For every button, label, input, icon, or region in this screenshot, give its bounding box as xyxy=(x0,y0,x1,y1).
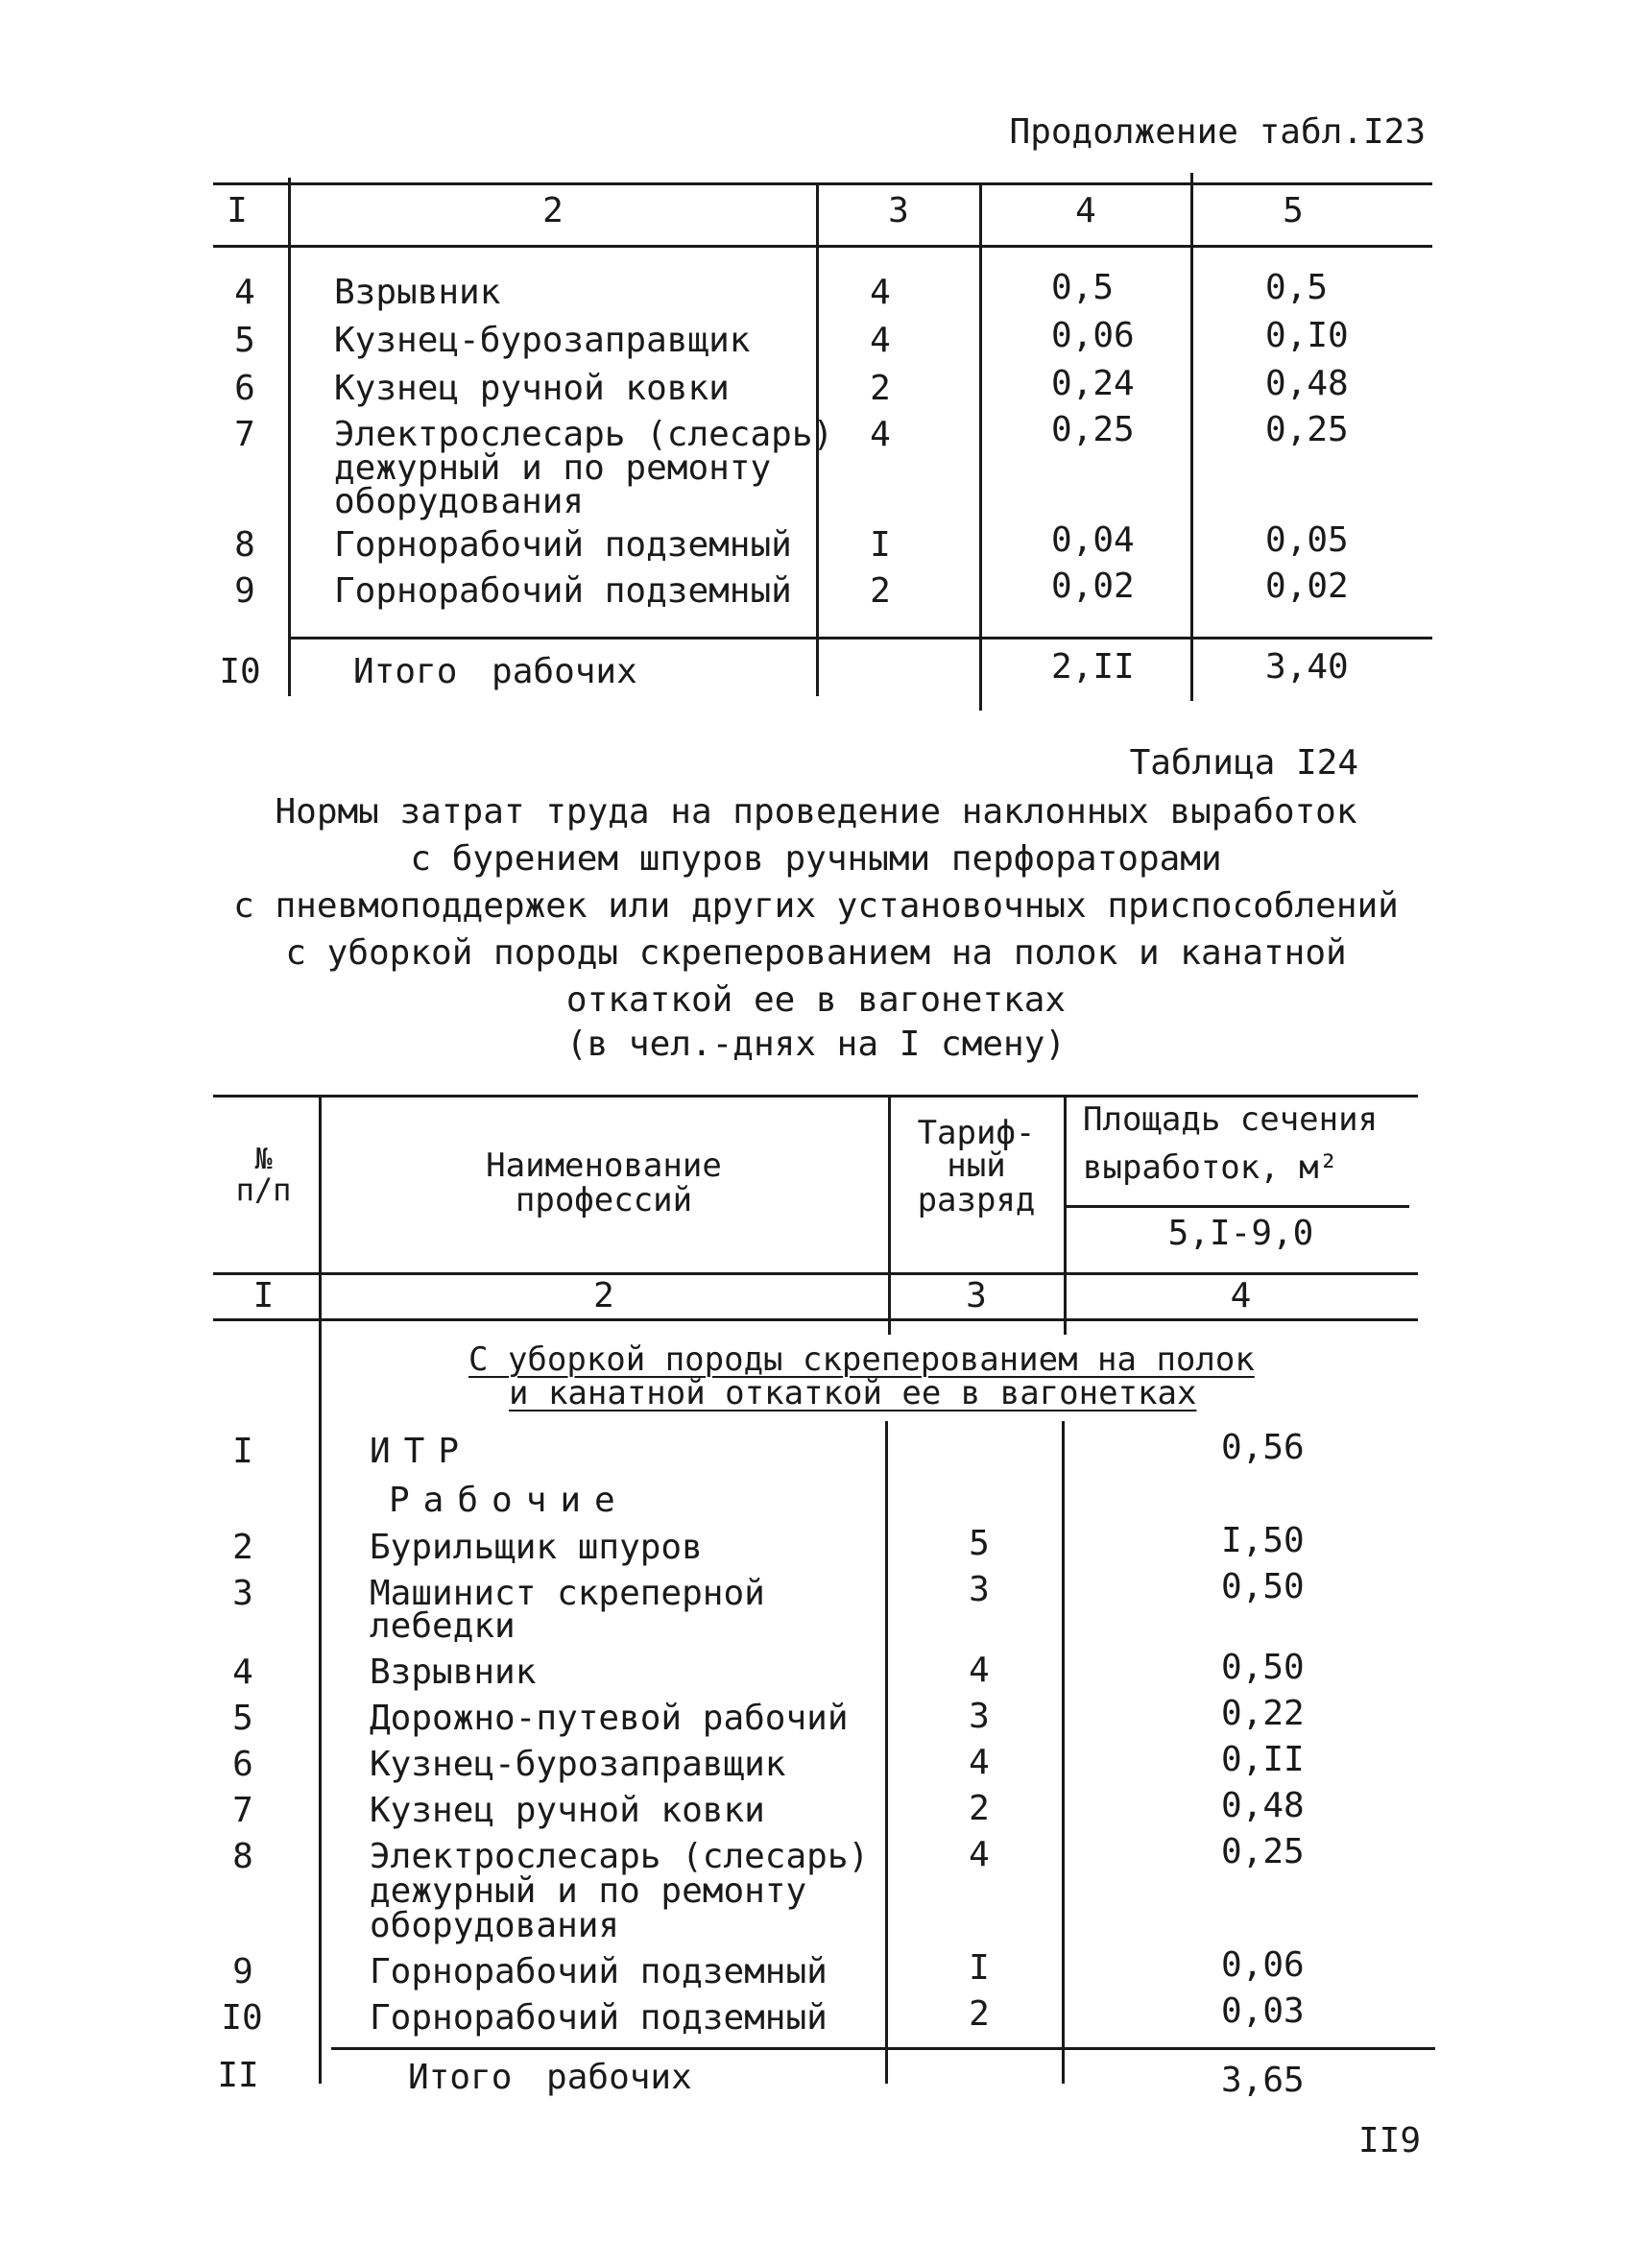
area-value: 0,48 xyxy=(1221,1786,1305,1825)
tariff-grade: 4 xyxy=(870,273,891,312)
title-line-4: с уборкой породы скреперованием на полок и канатной xyxy=(285,933,1347,973)
row-number: 7 xyxy=(232,1791,253,1830)
row-number: 5 xyxy=(232,1699,253,1738)
row-number: 4 xyxy=(234,273,255,312)
row-number: 2 xyxy=(232,1528,253,1567)
row-number: 9 xyxy=(232,1952,253,1991)
row-number: 9 xyxy=(234,571,255,611)
area-value: 0,22 xyxy=(1221,1694,1305,1733)
profession-name: Дорожно-путевой рабочий xyxy=(370,1699,849,1738)
profession-name-line-1: Электрослесарь (слесарь) xyxy=(370,1837,870,1876)
profession-name: Взрывник xyxy=(370,1653,537,1692)
table-124-header-rule xyxy=(213,1272,1418,1275)
row-number: 4 xyxy=(232,1653,253,1692)
area-value: 0,03 xyxy=(1221,1991,1305,2031)
table-123-col-2: 2 xyxy=(542,191,564,230)
title-line-1: Нормы затрат труда на проведение наклонных выработок xyxy=(275,792,1357,832)
header-num-sign: № xyxy=(254,1143,273,1176)
workers-subheading: Рабочие xyxy=(389,1481,629,1520)
value-col-4: 0,02 xyxy=(1051,567,1135,606)
profession-name: Горнорабочий подземный xyxy=(334,571,792,611)
value-col-4: 0,06 xyxy=(1051,316,1135,355)
continuation-label: Продолжение табл.I23 xyxy=(1009,112,1426,152)
header-name-line-1: Наименование xyxy=(486,1146,722,1185)
profession-name: Кузнец-бурозаправщик xyxy=(370,1745,786,1784)
row-number: II xyxy=(217,2056,259,2095)
profession-name-line-3: оборудования xyxy=(334,482,585,521)
tariff-grade: I xyxy=(969,1948,990,1988)
table-124-col-3: 3 xyxy=(966,1276,987,1315)
itr-label: ИТР xyxy=(370,1432,473,1471)
table-123-header-rule xyxy=(213,245,1432,248)
table-124-divider-1 xyxy=(319,1095,322,2084)
table-124-area-rule xyxy=(1064,1205,1409,1208)
row-number: 3 xyxy=(232,1574,253,1613)
total-label: Итого рабочих xyxy=(408,2058,692,2097)
row-number: 5 xyxy=(234,321,255,360)
tariff-grade: 4 xyxy=(870,415,891,454)
tariff-grade: 5 xyxy=(969,1524,990,1563)
title-line-6: (в чел.-днях на I смену) xyxy=(565,1025,1067,1064)
table-123-top-rule xyxy=(213,182,1432,185)
row-number: 7 xyxy=(234,415,255,454)
total-col-5: 3,40 xyxy=(1265,647,1349,687)
header-grade-line-1: Тариф- xyxy=(917,1114,1036,1152)
tariff-grade: 2 xyxy=(969,1994,990,2034)
header-name-line-2: профессий xyxy=(515,1181,693,1219)
profession-name-line-2: дежурный и по ремонту xyxy=(370,1871,807,1911)
tariff-grade: 3 xyxy=(969,1570,990,1609)
value-col-4: 0,24 xyxy=(1051,364,1135,403)
row-number: I0 xyxy=(219,652,261,691)
header-area-line-2: выработок, м² xyxy=(1083,1148,1339,1187)
header-grade-line-3: разряд xyxy=(917,1181,1036,1219)
table-123-total-rule xyxy=(290,637,1432,639)
page-number: II9 xyxy=(1357,2121,1421,2160)
row-number: I xyxy=(232,1432,253,1471)
header-area-range: 5,I-9,0 xyxy=(1167,1214,1314,1253)
row-number: 8 xyxy=(234,525,255,565)
table-124-label: Таблица I24 xyxy=(1129,743,1358,783)
section-heading-line-1: С уборкой породы скреперованием на полок xyxy=(468,1340,1255,1379)
tariff-grade: I xyxy=(870,525,891,565)
table-123-divider-1 xyxy=(288,178,291,696)
value-col-4: 0,5 xyxy=(1051,268,1115,307)
tariff-grade: 3 xyxy=(969,1697,990,1736)
tariff-grade: 2 xyxy=(870,571,891,611)
table-124-divider-2b xyxy=(885,1421,888,2084)
header-area-line-1: Площадь сечения xyxy=(1083,1100,1379,1139)
title-line-2: с бурением шпуров ручными перфораторами xyxy=(410,839,1222,879)
tariff-grade: 2 xyxy=(870,369,891,408)
value-col-5: 0,I0 xyxy=(1265,316,1349,355)
header-grade-line-2: ный xyxy=(947,1146,1006,1185)
profession-name: Взрывник xyxy=(334,273,501,312)
title-line-5: откаткой ее в вагонетках xyxy=(565,980,1067,1020)
profession-name: Кузнец ручной ковки xyxy=(370,1791,765,1830)
area-value: 0,50 xyxy=(1221,1648,1305,1687)
table-124-divider-3b xyxy=(1062,1421,1065,2084)
profession-name-line-2: дежурный и по ремонту xyxy=(334,448,772,488)
row-number: 6 xyxy=(232,1745,253,1784)
value-col-5: 0,48 xyxy=(1265,364,1349,403)
tariff-grade: 4 xyxy=(969,1835,990,1874)
value-col-5: 0,05 xyxy=(1265,520,1349,560)
table-124-col-2: 2 xyxy=(593,1276,614,1315)
value-col-4: 0,04 xyxy=(1051,520,1135,560)
tariff-grade: 2 xyxy=(969,1789,990,1828)
total-value: 3,65 xyxy=(1221,2061,1305,2100)
total-label: Итого рабочих xyxy=(353,652,637,691)
area-value: 0,50 xyxy=(1221,1567,1305,1606)
table-123-divider-3 xyxy=(979,182,982,711)
table-124-total-rule xyxy=(331,2047,1435,2050)
row-number: 8 xyxy=(232,1837,253,1876)
table-123-col-5: 5 xyxy=(1283,191,1304,230)
profession-name-line-1: Электрослесарь (слесарь) xyxy=(334,415,834,454)
table-123-col-1: I xyxy=(227,191,248,230)
row-number: 6 xyxy=(234,369,255,408)
area-value: I,50 xyxy=(1221,1521,1305,1560)
profession-name: Горнорабочий подземный xyxy=(370,1952,828,1991)
area-value: 0,06 xyxy=(1221,1945,1305,1985)
title-line-3: с пневмоподдержек или других установочных приспособлений xyxy=(233,886,1399,926)
tariff-grade: 4 xyxy=(870,321,891,360)
profession-name: Горнорабочий подземный xyxy=(334,525,792,565)
area-value: 0,56 xyxy=(1221,1428,1305,1467)
row-number: I0 xyxy=(221,1998,263,2038)
value-col-5: 0,5 xyxy=(1265,268,1329,307)
profession-name: Горнорабочий подземный xyxy=(370,1998,828,2038)
area-value: 0,II xyxy=(1221,1740,1305,1779)
value-col-4: 0,25 xyxy=(1051,410,1135,449)
total-col-4: 2,II xyxy=(1051,647,1135,687)
section-heading-line-2: и канатной откаткой ее в вагонетках xyxy=(509,1374,1197,1412)
profession-name: Кузнец ручной ковки xyxy=(334,369,730,408)
profession-name-line-3: оборудования xyxy=(370,1906,620,1945)
header-num-pp: п/п xyxy=(235,1171,292,1208)
tariff-grade: 4 xyxy=(969,1651,990,1690)
table-124-col-4: 4 xyxy=(1230,1276,1252,1315)
profession-name-line-1: Машинист скреперной xyxy=(370,1574,765,1613)
table-124-top-rule xyxy=(213,1095,1418,1098)
profession-name: Бурильщик шпуров xyxy=(370,1528,703,1567)
table-123-divider-4 xyxy=(1190,173,1193,701)
profession-name: Кузнец-бурозаправщик xyxy=(334,321,751,360)
table-123-col-4: 4 xyxy=(1075,191,1096,230)
value-col-5: 0,25 xyxy=(1265,410,1349,449)
table-123-col-3: 3 xyxy=(888,191,909,230)
tariff-grade: 4 xyxy=(969,1743,990,1782)
value-col-5: 0,02 xyxy=(1265,567,1349,606)
profession-name-line-2: лебедки xyxy=(370,1606,516,1646)
table-124-colnum-rule xyxy=(213,1318,1418,1321)
table-124-col-1: I xyxy=(252,1276,275,1315)
area-value: 0,25 xyxy=(1221,1832,1305,1871)
